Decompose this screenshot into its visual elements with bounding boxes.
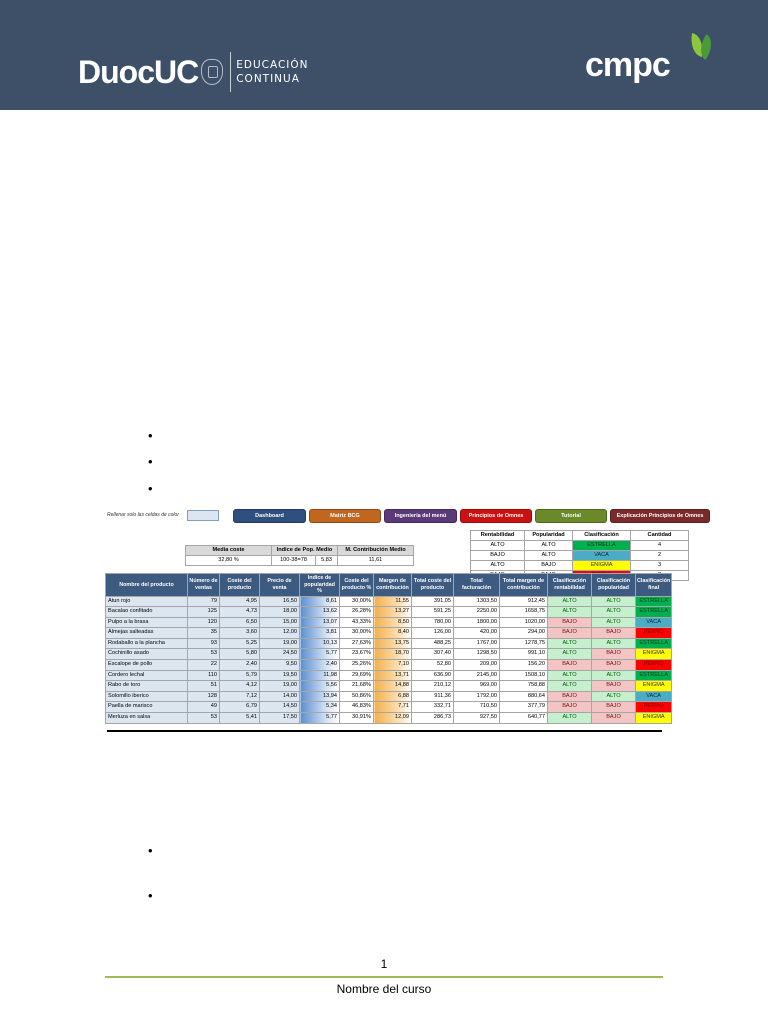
value-cell: 4,95	[220, 596, 260, 607]
value-cell: 636,90	[412, 670, 454, 681]
value-cell: 332,71	[412, 702, 454, 713]
column-header: Coste del producto %	[340, 574, 374, 597]
value-cell: 912,45	[500, 596, 548, 607]
classification-cell: ESTRELLA	[636, 670, 672, 681]
value-cell: 420,00	[454, 628, 500, 639]
value-cell: 5,77	[300, 713, 340, 724]
value-cell: 7,12	[220, 691, 260, 702]
footer-rule	[105, 976, 663, 978]
classification-cell: VACA	[636, 617, 672, 628]
classification-cell: ALTO	[548, 638, 592, 649]
summary-header: M. Contribución Medio	[338, 546, 414, 556]
column-header: Indice de popularidad %	[300, 574, 340, 597]
summary-table	[185, 545, 414, 566]
table-row	[106, 607, 672, 618]
legend-row	[471, 541, 689, 551]
value-cell: 24,50	[260, 649, 300, 660]
value-cell: 1800,00	[454, 617, 500, 628]
value-cell: 1303,50	[454, 596, 500, 607]
table-row	[106, 713, 672, 724]
summary-value: 32,80 %	[186, 556, 272, 566]
classification-cell: ENIGMA	[636, 681, 672, 692]
table-row	[106, 596, 672, 607]
horizontal-rule	[107, 730, 662, 732]
product-name-cell: Pulpo a la brasa	[106, 617, 188, 628]
value-cell: 13,71	[374, 670, 412, 681]
value-cell: 8,40	[374, 628, 412, 639]
value-cell: 5,77	[300, 649, 340, 660]
classification-cell: ALTO	[548, 670, 592, 681]
value-cell: 5,41	[220, 713, 260, 724]
value-cell: 50,86%	[340, 691, 374, 702]
value-cell: 46,83%	[340, 702, 374, 713]
summary-value-row	[186, 556, 414, 566]
value-cell: 15,00	[260, 617, 300, 628]
table-row	[106, 691, 672, 702]
value-cell: 43,33%	[340, 617, 374, 628]
value-cell: 52,80	[412, 660, 454, 671]
value-cell: 12,00	[260, 628, 300, 639]
value-cell: 17,50	[260, 713, 300, 724]
classification-cell: BAJO	[548, 702, 592, 713]
classification-cell: BAJO	[592, 702, 636, 713]
bullet-marker: •	[148, 428, 153, 443]
value-cell: 79	[188, 596, 220, 607]
classification-cell: BAJO	[592, 628, 636, 639]
summary-header: Media coste	[186, 546, 272, 556]
principios-omnes-button[interactable]: Principios de Omnes	[460, 509, 532, 523]
explicacion-omnes-button[interactable]: Explicación Principios de Omnes	[610, 509, 710, 523]
value-cell: 26,28%	[340, 607, 374, 618]
legend-cell: 3	[631, 561, 689, 571]
classification-cell: BAJO	[548, 691, 592, 702]
value-cell: 209,00	[454, 660, 500, 671]
legend-class-cell: ESTRELLA	[573, 541, 631, 551]
value-cell: 3,81	[300, 628, 340, 639]
classification-cell: ALTO	[592, 691, 636, 702]
value-cell: 2,40	[300, 660, 340, 671]
column-header: Total margen de contribución	[500, 574, 548, 597]
value-cell: 4,73	[220, 607, 260, 618]
duoc-wordmark: DuocUC	[78, 53, 199, 90]
product-name-cell: Rodaballo a la plancha	[106, 638, 188, 649]
header-banner	[0, 0, 768, 110]
value-cell: 14,50	[260, 702, 300, 713]
value-cell: 1767,00	[454, 638, 500, 649]
classification-cell: BAJO	[592, 649, 636, 660]
column-header: Número de ventas	[188, 574, 220, 597]
value-cell: 780,00	[412, 617, 454, 628]
value-cell: 126,00	[412, 628, 454, 639]
value-cell: 4,12	[220, 681, 260, 692]
column-header: Precio de venta	[260, 574, 300, 597]
menu-engineering-table	[105, 573, 672, 724]
duoc-subtitle-line1: EDUCACIÓN	[236, 59, 309, 71]
product-name-cell: Rabo de toro	[106, 681, 188, 692]
column-header: Nombre del producto	[106, 574, 188, 597]
value-cell: 23,67%	[340, 649, 374, 660]
legend-header: Popularidad	[525, 531, 573, 541]
column-header: Clasificación rentabilidad	[548, 574, 592, 597]
value-cell: 25,26%	[340, 660, 374, 671]
classification-cell: PERRO	[636, 702, 672, 713]
value-cell: 125	[188, 607, 220, 618]
product-name-cell: Atun rojo	[106, 596, 188, 607]
value-cell: 29,69%	[340, 670, 374, 681]
legend-cell: ALTO	[525, 551, 573, 561]
classification-cell: ENIGMA	[636, 713, 672, 724]
value-cell: 758,88	[500, 681, 548, 692]
value-cell: 1792,00	[454, 691, 500, 702]
value-cell: 377,79	[500, 702, 548, 713]
value-cell: 49	[188, 702, 220, 713]
classification-cell: BAJO	[592, 660, 636, 671]
value-cell: 13,94	[300, 691, 340, 702]
product-name-cell: Escalope de pollo	[106, 660, 188, 671]
value-cell: 8,50	[374, 617, 412, 628]
value-cell: 927,50	[454, 713, 500, 724]
value-cell: 488,25	[412, 638, 454, 649]
value-cell: 6,79	[220, 702, 260, 713]
bullet-marker: •	[148, 454, 153, 469]
value-cell: 19,00	[260, 681, 300, 692]
value-cell: 128	[188, 691, 220, 702]
product-name-cell: Solomillo iberico	[106, 691, 188, 702]
value-cell: 1298,50	[454, 649, 500, 660]
classification-cell: ALTO	[548, 607, 592, 618]
legend-cell: ALTO	[471, 561, 525, 571]
classification-cell: ALTO	[548, 649, 592, 660]
value-cell: 22	[188, 660, 220, 671]
summary-value: 5,83	[316, 556, 338, 566]
legend-class-cell: VACA	[573, 551, 631, 561]
classification-cell: ALTO	[592, 596, 636, 607]
value-cell: 991,10	[500, 649, 548, 660]
course-name: Nombre del curso	[336, 982, 432, 996]
value-cell: 30,00%	[340, 596, 374, 607]
product-name-cell: Cochinillo asado	[106, 649, 188, 660]
summary-value: 11,61	[338, 556, 414, 566]
value-cell: 13,07	[300, 617, 340, 628]
classification-cell: ALTO	[592, 638, 636, 649]
classification-cell: ALTO	[592, 617, 636, 628]
value-cell: 391,05	[412, 596, 454, 607]
value-cell: 120	[188, 617, 220, 628]
table-row	[106, 681, 672, 692]
table-row	[106, 649, 672, 660]
classification-cell: ESTRELLA	[636, 596, 672, 607]
value-cell: 13,75	[374, 638, 412, 649]
table-row	[106, 660, 672, 671]
classification-cell: ALTO	[548, 596, 592, 607]
column-header: Clasificación popularidad	[592, 574, 636, 597]
legend-row	[471, 561, 689, 571]
table-row	[106, 702, 672, 713]
value-cell: 51	[188, 681, 220, 692]
ingenieria-menu-button[interactable]: Ingeniería del menú	[384, 509, 457, 523]
value-cell: 2250,00	[454, 607, 500, 618]
value-cell: 5,34	[300, 702, 340, 713]
column-header: Coste del producto	[220, 574, 260, 597]
value-cell: 53	[188, 713, 220, 724]
value-cell: 286,73	[412, 713, 454, 724]
legend-header: Cantidad	[631, 531, 689, 541]
value-cell: 2145,00	[454, 670, 500, 681]
value-cell: 18,70	[374, 649, 412, 660]
summary-header: Indice de Pop. Medio	[272, 546, 338, 556]
product-name-cell: Cordero lechal	[106, 670, 188, 681]
legend-cell: ALTO	[525, 541, 573, 551]
table-body	[106, 596, 672, 723]
value-cell: 13,27	[374, 607, 412, 618]
column-header: Total facturación	[454, 574, 500, 597]
instruction-color-swatch	[187, 510, 219, 521]
value-cell: 880,64	[500, 691, 548, 702]
classification-cell: PERRO	[636, 660, 672, 671]
value-cell: 19,00	[260, 638, 300, 649]
classification-cell: ESTRELLA	[636, 607, 672, 618]
value-cell: 18,00	[260, 607, 300, 618]
value-cell: 21,68%	[340, 681, 374, 692]
column-header: Total coste del producto	[412, 574, 454, 597]
legend-cell: 4	[631, 541, 689, 551]
classification-cell: VACA	[636, 691, 672, 702]
value-cell: 93	[188, 638, 220, 649]
bullet-marker: •	[148, 481, 153, 496]
value-cell: 210,12	[412, 681, 454, 692]
duoc-logo	[78, 52, 309, 92]
legend-header: Clasificación	[573, 531, 631, 541]
value-cell: 35	[188, 628, 220, 639]
summary-value: 100-38=78	[272, 556, 316, 566]
cmpc-wordmark: cmpc	[585, 46, 670, 84]
value-cell: 1278,75	[500, 638, 548, 649]
value-cell: 10,13	[300, 638, 340, 649]
legend-class-cell: ENIGMA	[573, 561, 631, 571]
value-cell: 11,98	[300, 670, 340, 681]
product-name-cell: Bacalao confitado	[106, 607, 188, 618]
legend-cell: 2	[631, 551, 689, 561]
value-cell: 5,80	[220, 649, 260, 660]
legend-row	[471, 551, 689, 561]
classification-cell: ALTO	[548, 681, 592, 692]
column-header: Clasificación final	[636, 574, 672, 597]
product-name-cell: Almejas salteadas	[106, 628, 188, 639]
value-cell: 7,71	[374, 702, 412, 713]
legend-cell: BAJO	[471, 551, 525, 561]
classification-cell: ALTO	[592, 670, 636, 681]
logo-divider	[230, 52, 231, 92]
table-row	[106, 638, 672, 649]
classification-cell: ESTRELLA	[636, 638, 672, 649]
spreadsheet-image	[105, 505, 715, 721]
legend-cell: BAJO	[525, 561, 573, 571]
value-cell: 14,00	[260, 691, 300, 702]
value-cell: 591,25	[412, 607, 454, 618]
table-row	[106, 617, 672, 628]
classification-cell: PERRO	[636, 628, 672, 639]
page-number: 1	[380, 957, 388, 971]
classification-cell: BAJO	[548, 617, 592, 628]
value-cell: 14,88	[374, 681, 412, 692]
value-cell: 12,09	[374, 713, 412, 724]
classification-cell: ENIGMA	[636, 649, 672, 660]
legend-header-row	[471, 531, 689, 541]
value-cell: 5,79	[220, 670, 260, 681]
value-cell: 5,25	[220, 638, 260, 649]
legend-cell: ALTO	[471, 541, 525, 551]
value-cell: 30,00%	[340, 628, 374, 639]
value-cell: 27,63%	[340, 638, 374, 649]
classification-cell: BAJO	[548, 660, 592, 671]
value-cell: 16,50	[260, 596, 300, 607]
value-cell: 3,60	[220, 628, 260, 639]
value-cell: 1658,75	[500, 607, 548, 618]
value-cell: 19,50	[260, 670, 300, 681]
classification-cell: BAJO	[592, 681, 636, 692]
value-cell: 294,00	[500, 628, 548, 639]
classification-cell: BAJO	[592, 713, 636, 724]
value-cell: 11,55	[374, 596, 412, 607]
product-name-cell: Merluza en salsa	[106, 713, 188, 724]
value-cell: 156,20	[500, 660, 548, 671]
table-row	[106, 628, 672, 639]
value-cell: 1508,10	[500, 670, 548, 681]
value-cell: 53	[188, 649, 220, 660]
classification-cell: BAJO	[548, 628, 592, 639]
matriz-bcg-button[interactable]: Matriz BCG	[309, 509, 381, 523]
duoc-subtitle	[236, 58, 308, 86]
value-cell: 5,56	[300, 681, 340, 692]
value-cell: 2,40	[220, 660, 260, 671]
bullet-marker: •	[148, 843, 153, 858]
classification-cell: ALTO	[592, 607, 636, 618]
value-cell: 1020,00	[500, 617, 548, 628]
value-cell: 13,62	[300, 607, 340, 618]
duoc-subtitle-line2: CONTINUA	[236, 73, 300, 85]
value-cell: 911,36	[412, 691, 454, 702]
value-cell: 7,10	[374, 660, 412, 671]
fill-instruction: Rellenar solo las celdas de color	[107, 512, 179, 518]
cmpc-logo	[585, 42, 715, 92]
legend-header: Rentabilidad	[471, 531, 525, 541]
value-cell: 710,50	[454, 702, 500, 713]
value-cell: 6,50	[220, 617, 260, 628]
classification-cell: ALTO	[548, 713, 592, 724]
summary-header-row	[186, 546, 414, 556]
value-cell: 640,77	[500, 713, 548, 724]
dashboard-button[interactable]: Dashboard	[233, 509, 306, 523]
table-header-row	[106, 574, 672, 597]
column-header: Margen de contribución	[374, 574, 412, 597]
value-cell: 9,50	[260, 660, 300, 671]
tutorial-button[interactable]: Tutorial	[535, 509, 607, 523]
table-row	[106, 670, 672, 681]
value-cell: 969,00	[454, 681, 500, 692]
value-cell: 8,61	[300, 596, 340, 607]
product-name-cell: Paella de marisco	[106, 702, 188, 713]
value-cell: 6,88	[374, 691, 412, 702]
value-cell: 307,40	[412, 649, 454, 660]
value-cell: 30,91%	[340, 713, 374, 724]
bullet-marker: •	[148, 888, 153, 903]
value-cell: 110	[188, 670, 220, 681]
duoc-seal-icon	[201, 59, 223, 85]
